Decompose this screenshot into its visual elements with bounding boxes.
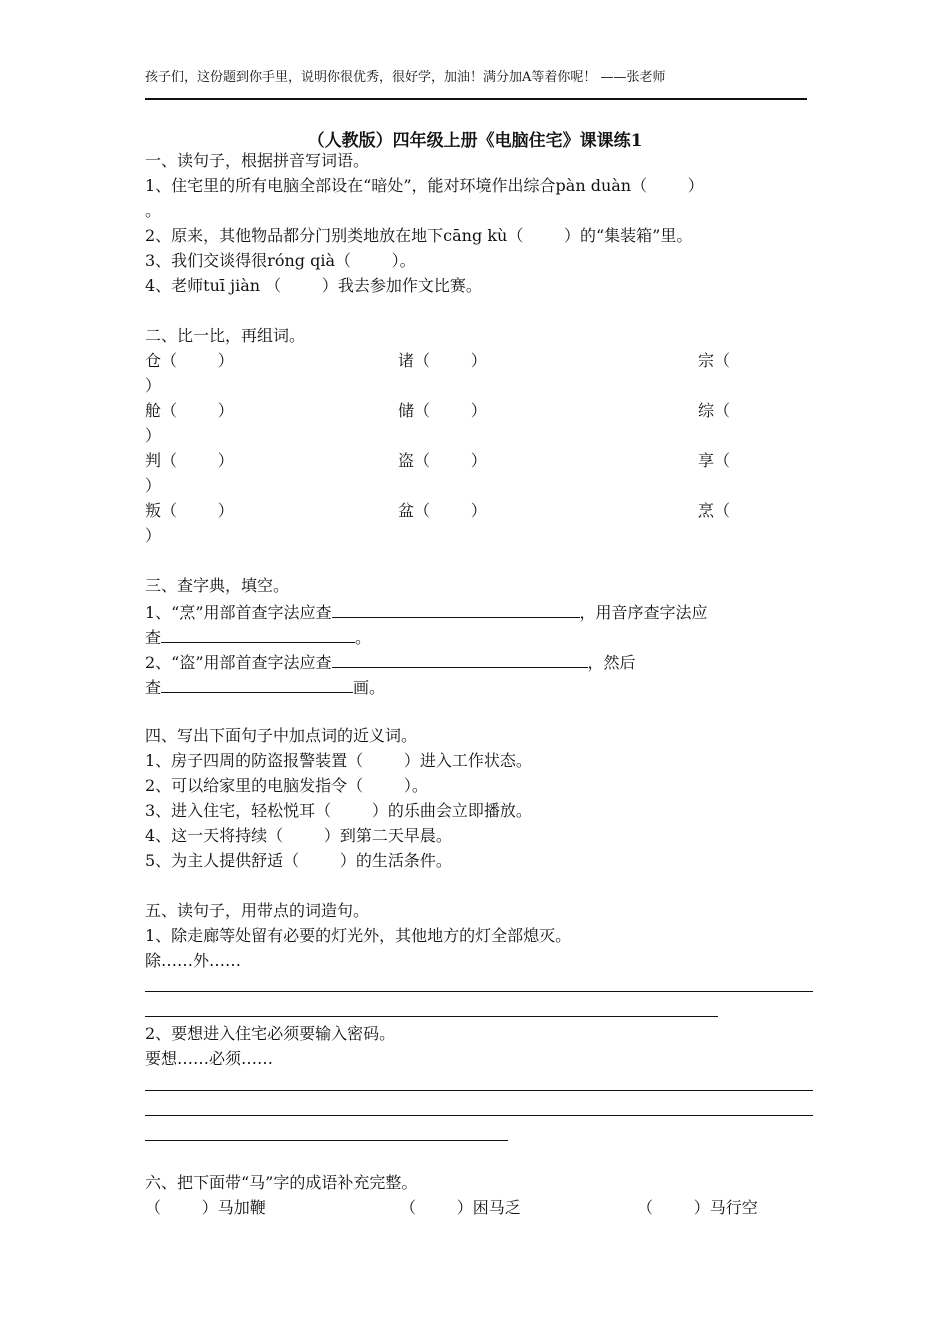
s1-question-3: 3、我们交谈得很róng qià（ ）。: [145, 251, 416, 270]
s1-question-4: 4、老师tuī jiàn （ ）我去参加作文比赛。: [145, 276, 482, 295]
s4-question-2: 2、可以给家里的电脑发指令（ ）。: [145, 776, 428, 795]
s2-r1-b: 诸（ ）: [398, 351, 487, 370]
s5-answer-line-1b[interactable]: [145, 1016, 718, 1017]
section-1-heading: 一、读句子，根据拼音写词语。: [145, 151, 370, 170]
section-5-heading: 五、读句子，用带点的词造句。: [145, 901, 370, 920]
s3-q2-blank-strokes[interactable]: [161, 676, 353, 693]
s6-idiom-1: （ ）马加鞭: [145, 1198, 266, 1217]
s3-q2-text-2: ，然后: [587, 653, 636, 672]
s1-question-2: 2、原来，其他物品都分门别类地放在地下cāng kù（ ）的“集装箱”里。: [145, 226, 693, 245]
s4-question-4: 4、这一天将持续（ ）到第二天早晨。: [145, 826, 452, 845]
s5-answer-line-2a[interactable]: [145, 1090, 813, 1091]
s2-r4-d: ）: [145, 526, 162, 545]
s2-r2-d: ）: [145, 426, 162, 445]
s1-question-1: 1、住宅里的所有电脑全部设在“暗处”，能对环境作出综合pàn duàn（ ）: [145, 176, 704, 195]
s2-r1-c: 宗（: [698, 351, 731, 370]
s3-q2-text: 2、“盗”用部首查字法应查: [145, 653, 332, 672]
header-note: 孩子们，这份题到你手里，说明你很优秀，很好学，加油！满分加A等着你呢！ ——张老师: [145, 70, 666, 85]
s3-question-1: [145, 601, 708, 623]
s2-r2-a: 舱（ ）: [145, 401, 234, 420]
s3-q1-text: 1、“烹”用部首查字法应查: [145, 603, 332, 622]
s3-q2-blank-radical[interactable]: [332, 651, 588, 668]
s2-r2-b: 储（ ）: [398, 401, 487, 420]
s2-r4-a: 叛（ ）: [145, 501, 234, 520]
s3-q2-text-4: 画。: [353, 678, 386, 697]
header-divider: [145, 98, 807, 100]
s2-r4-c: 烹（: [698, 501, 731, 520]
s2-r3-c: 享（: [698, 451, 731, 470]
s2-r3-d: ）: [145, 476, 162, 495]
s4-question-5: 5、为主人提供舒适（ ）的生活条件。: [145, 851, 452, 870]
s2-r4-b: 盆（ ）: [398, 501, 487, 520]
s1-question-1-end: 。: [145, 201, 162, 220]
page-title: （人教版）四年级上册《电脑住宅》课课练1: [307, 131, 643, 151]
s2-r3-a: 判（ ）: [145, 451, 234, 470]
s6-idiom-3: （ ）马行空: [637, 1198, 758, 1217]
section-6-heading: 六、把下面带“马”字的成语补充完整。: [145, 1173, 418, 1192]
s2-r3-b: 盗（ ）: [398, 451, 487, 470]
s5-answer-line-1a[interactable]: [145, 991, 813, 992]
s2-r1-d: ）: [145, 376, 162, 395]
s3-question-2-cont: [145, 676, 385, 698]
s3-q1-text-2: ，用音序查字法应: [579, 603, 708, 622]
s5-answer-line-2c[interactable]: [145, 1140, 508, 1141]
s3-q1-text-4: 。: [355, 628, 372, 647]
s3-q1-blank-radical[interactable]: [332, 601, 580, 618]
s2-r2-c: 综（: [698, 401, 731, 420]
s6-idiom-2: （ ）困马乏: [400, 1198, 521, 1217]
s3-q1-text-3: 查: [145, 628, 162, 647]
s3-q1-blank-letter[interactable]: [161, 626, 355, 643]
s5-pattern-2: 要想……必须……: [145, 1049, 274, 1068]
section-2-heading: 二、比一比，再组词。: [145, 326, 306, 345]
s3-question-2: [145, 651, 636, 673]
s4-question-3: 3、进入住宅，轻松悦耳（ ）的乐曲会立即播放。: [145, 801, 532, 820]
section-4-heading: 四、写出下面句子中加点词的近义词。: [145, 726, 418, 745]
s5-pattern-1: 除……外……: [145, 951, 242, 970]
s5-answer-line-2b[interactable]: [145, 1115, 813, 1116]
section-3-heading: 三、查字典，填空。: [145, 576, 290, 595]
s5-question-1: 1、除走廊等处留有必要的灯光外，其他地方的灯全部熄灭。: [145, 926, 572, 945]
s3-q2-text-3: 查: [145, 678, 162, 697]
s4-question-1: 1、房子四周的防盗报警装置（ ）进入工作状态。: [145, 751, 532, 770]
s5-question-2: 2、要想进入住宅必须要输入密码。: [145, 1024, 396, 1043]
s3-question-1-cont: [145, 626, 371, 648]
s2-r1-a: 仓（ ）: [145, 351, 234, 370]
